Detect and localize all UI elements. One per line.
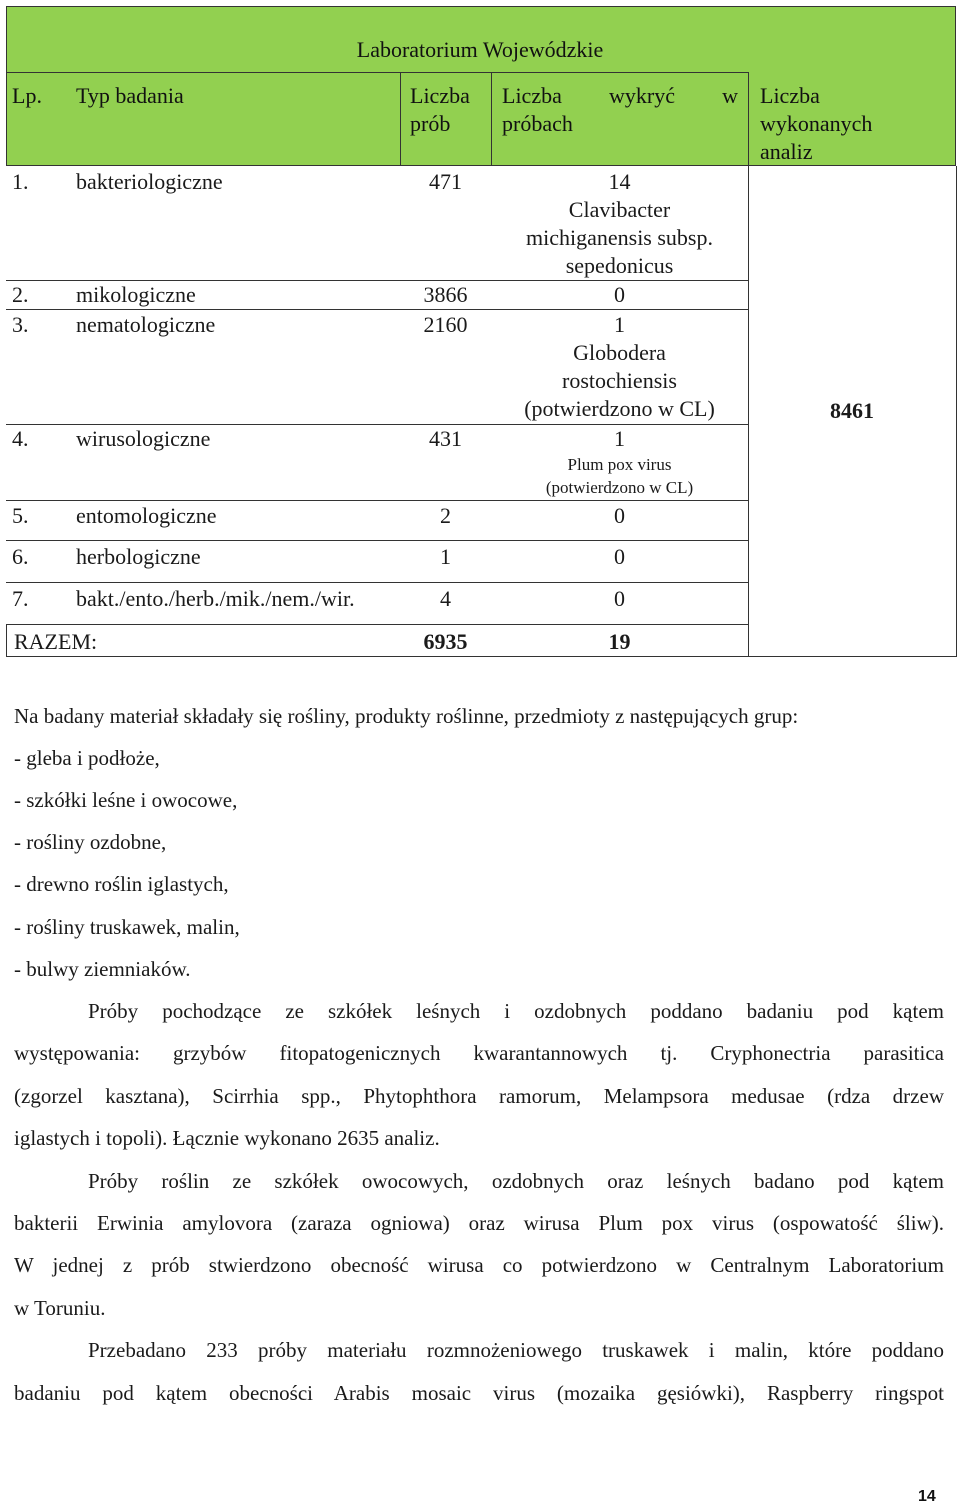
header-liczba-prob-2: prób xyxy=(410,111,451,136)
paragraph-1-line: iglastych i topoli). Łącznie wykonano 2635 analiz. xyxy=(14,1126,440,1150)
row-lp: 5. xyxy=(12,503,29,528)
row-wykr-2: Clavibacter xyxy=(568,197,671,222)
row-wykr-4: sepedonicus xyxy=(565,253,674,278)
header-analiz-3: analiz xyxy=(760,139,813,164)
row-divider-6 xyxy=(6,582,748,583)
header-liczba-prob-1: Liczba xyxy=(410,83,470,108)
row-typ: wirusologiczne xyxy=(76,426,211,451)
total-liczba: 6935 xyxy=(423,629,468,654)
analiz-total: 8461 xyxy=(830,398,874,423)
paragraph-2-line: w Toruniu. xyxy=(14,1296,106,1320)
intro-text: Na badany materiał składały się rośliny, produkty roślinne, przedmioty z następujących grup: xyxy=(14,704,799,728)
row-liczba: 3866 xyxy=(423,282,468,307)
row-typ: herbologiczne xyxy=(76,544,201,569)
header-divider xyxy=(6,72,748,73)
row-wykr-1: 0 xyxy=(614,503,625,528)
row-wykr-3: (potwierdzono w CL) xyxy=(545,478,694,497)
row-typ: bakteriologiczne xyxy=(76,169,223,194)
row-wykr-4: (potwierdzono w CL) xyxy=(524,396,715,421)
paragraph-1-line: występowania: grzybów fitopatogenicznych kwarantannowych tj. Cryphonectria parasitica xyxy=(14,1041,944,1065)
row-liczba: 1 xyxy=(440,544,451,569)
row-divider-5 xyxy=(6,540,748,541)
header-wykryc-2: próbach xyxy=(502,111,573,136)
list-item: - drewno roślin iglastych, xyxy=(14,872,229,896)
header-analiz-1: Liczba xyxy=(760,83,820,108)
page-number: 14 xyxy=(918,1488,936,1505)
row-wykr-1: 1 xyxy=(614,312,625,337)
total-wykr: 19 xyxy=(608,629,631,654)
list-item: - bulwy ziemniaków. xyxy=(14,957,191,981)
row-lp: 6. xyxy=(12,544,29,569)
row-wykr-1: 14 xyxy=(608,169,631,194)
paragraph-3-line: badaniu pod kątem obecności Arabis mosaic virus (mozaika gęsiówki), Raspberry ringspot xyxy=(14,1381,944,1405)
paragraph-3-line: Przebadano 233 próby materiału rozmnożeniowego truskawek i malin, które poddano xyxy=(88,1338,944,1362)
paragraph-2-line: bakterii Erwinia amylovora (zaraza ogniowa) oraz wirusa Plum pox virus (ospowatość śliw). xyxy=(14,1211,944,1235)
row-wykr-3: rostochiensis xyxy=(562,368,677,393)
results-table xyxy=(0,0,960,660)
row-lp: 3. xyxy=(12,312,29,337)
row-wykr-1: 1 xyxy=(614,426,625,451)
row-liczba: 471 xyxy=(429,169,462,194)
header-col-divider-2 xyxy=(491,72,492,166)
header-lp: Lp. xyxy=(12,83,42,108)
table-bottom-border xyxy=(6,656,957,657)
row-liczba: 2160 xyxy=(423,312,468,337)
list-item: - rośliny truskawek, malin, xyxy=(14,915,240,939)
row-typ: nematologiczne xyxy=(76,312,216,337)
row-divider-7 xyxy=(6,624,748,625)
analiz-col-divider xyxy=(748,72,749,656)
header-analiz-2: wykonanych xyxy=(760,111,873,136)
row-wykr-2: Globodera xyxy=(573,340,666,365)
table-title: Laboratorium Wojewódzkie xyxy=(356,37,604,62)
total-label: RAZEM: xyxy=(14,629,98,654)
right-border xyxy=(956,166,957,656)
row-lp: 1. xyxy=(12,169,29,194)
row-wykr-1: 0 xyxy=(614,586,625,611)
row-typ: bakt./ento./herb./mik./nem./wir. xyxy=(76,586,355,611)
list-item: - szkółki leśne i owocowe, xyxy=(14,788,238,812)
row-divider-4 xyxy=(6,500,748,501)
row-wykr-3: michiganensis subsp. xyxy=(526,225,713,250)
paragraph-2-line: W jednej z prób stwierdzono obecność wirusa co potwierdzono w Centralnym Laboratorium xyxy=(14,1253,944,1277)
paragraph-1-line: Próby pochodzące ze szkółek leśnych i ozdobnych poddano badaniu pod kątem xyxy=(88,999,944,1023)
list-item: - rośliny ozdobne, xyxy=(14,830,167,854)
list-item: - gleba i podłoże, xyxy=(14,746,160,770)
paragraph-1-line: (zgorzel kasztana), Scirrhia spp., Phytophthora ramorum, Melampsora medusae (rdza drzew xyxy=(14,1084,944,1108)
header-typ-badania: Typ badania xyxy=(76,83,184,108)
row-lp: 4. xyxy=(12,426,29,451)
paragraph-2-line: Próby roślin ze szkółek owocowych, ozdobnych oraz leśnych badano pod kątem xyxy=(88,1169,944,1193)
total-left-border xyxy=(6,624,7,656)
row-wykr-1: 0 xyxy=(614,544,625,569)
row-liczba: 431 xyxy=(429,426,462,451)
row-divider-2 xyxy=(6,309,748,310)
row-typ: entomologiczne xyxy=(76,503,217,528)
row-wykr-1: 0 xyxy=(614,282,625,307)
header-col-divider-1 xyxy=(400,72,401,166)
row-lp: 2. xyxy=(12,282,29,307)
row-typ: mikologiczne xyxy=(76,282,196,307)
row-liczba: 2 xyxy=(440,503,451,528)
header-wykryc-1: Liczba wykryć w xyxy=(502,83,738,108)
row-liczba: 4 xyxy=(440,586,451,611)
row-wykr-2: Plum pox virus xyxy=(567,455,672,474)
row-lp: 7. xyxy=(12,586,29,611)
